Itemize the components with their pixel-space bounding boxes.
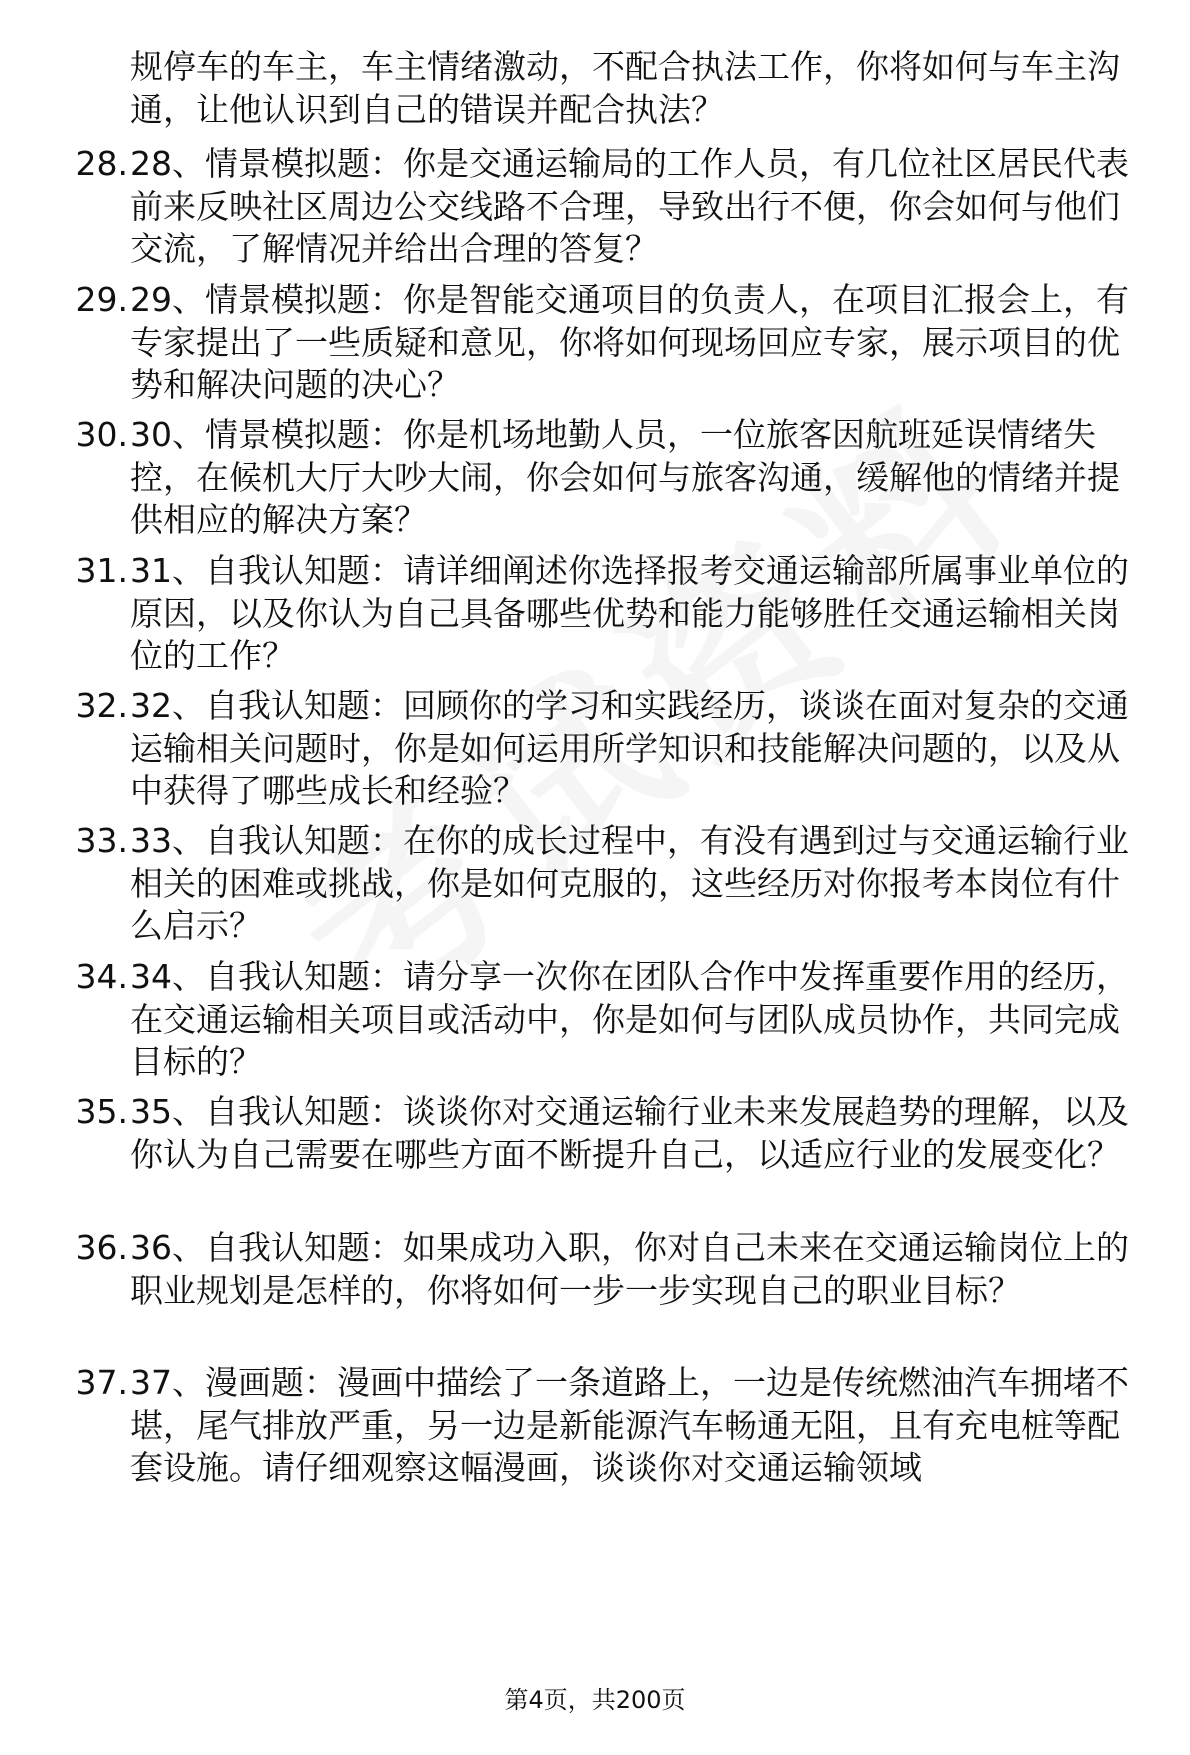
question-number: 34. [75,957,128,996]
question-text: 35、自我认知题：谈谈你对交通运输行业未来发展趋势的理解，以及你认为自己需要在哪些方面不断提升自己，以适应行业的发展变化？ [130,1092,1129,1174]
question-continuation [58,46,1158,131]
question-item-31 [58,550,1158,678]
question-text: 36、自我认知题：如果成功入职，你对自己未来在交通运输岗位上的职业规划是怎样的，你将如何一步一步实现自己的职业目标？ [130,1228,1129,1310]
question-number: 35. [75,1092,128,1131]
question-text: 33、自我认知题：在你的成长过程中，有没有遇到过与交通运输行业相关的困难或挑战，你是如何克服的，这些经历对你报考本岗位有什么启示？ [130,821,1129,945]
question-number: 29. [75,280,128,319]
question-number: 36. [75,1228,128,1267]
question-number: 31. [75,551,128,590]
question-item-29 [58,279,1158,407]
question-number: 32. [75,686,128,725]
question-item-34 [58,956,1158,1084]
question-number: 30. [75,415,128,454]
question-item-37 [58,1362,1158,1490]
question-item-35 [58,1091,1158,1176]
question-number: 37. [75,1363,128,1402]
question-item-36 [58,1227,1158,1312]
question-number: 33. [75,821,128,860]
question-item-32 [58,685,1158,813]
question-number: 28. [75,144,128,183]
question-item-30 [58,414,1158,542]
question-text: 30、情景模拟题：你是机场地勤人员，一位旅客因航班延误情绪失控，在候机大厅大吵大闹，你会如何与旅客沟通，缓解他的情绪并提供相应的解决方案？ [130,415,1120,539]
question-item-28 [58,143,1158,271]
question-text: 37、漫画题：漫画中描绘了一条道路上，一边是传统燃油汽车拥堵不堪，尾气排放严重，另一边是新能源汽车畅通无阻，且有充电桩等配套设施。请仔细观察这幅漫画，谈谈你对交通运输领域 [130,1363,1129,1487]
question-item-33 [58,820,1158,948]
question-text: 28、情景模拟题：你是交通运输局的工作人员，有几位社区居民代表前来反映社区周边公交线路不合理，导致出行不便，你会如何与他们交流，了解情况并给出合理的答复？ [130,144,1129,268]
question-text: 32、自我认知题：回顾你的学习和实践经历，谈谈在面对复杂的交通运输相关问题时，你是如何运用所学知识和技能解决问题的，以及从中获得了哪些成长和经验？ [130,686,1129,810]
question-text: 34、自我认知题：请分享一次你在团队合作中发挥重要作用的经历，在交通运输相关项目或活动中，你是如何与团队成员协作，共同完成目标的？ [130,957,1129,1081]
page-footer: 第4页，共200页 [504,1686,686,1714]
question-text: 29、情景模拟题：你是智能交通项目的负责人，在项目汇报会上，有专家提出了一些质疑和意见，你将如何现场回应专家，展示项目的优势和解决问题的决心？ [130,280,1129,404]
question-text: 规停车的车主，车主情绪激动，不配合执法工作，你将如何与车主沟通，让他认识到自己的错误并配合执法？ [130,47,1120,129]
question-text: 31、自我认知题：请详细阐述你选择报考交通运输部所属事业单位的原因，以及你认为自己具备哪些优势和能力能够胜任交通运输相关岗位的工作？ [130,551,1129,675]
